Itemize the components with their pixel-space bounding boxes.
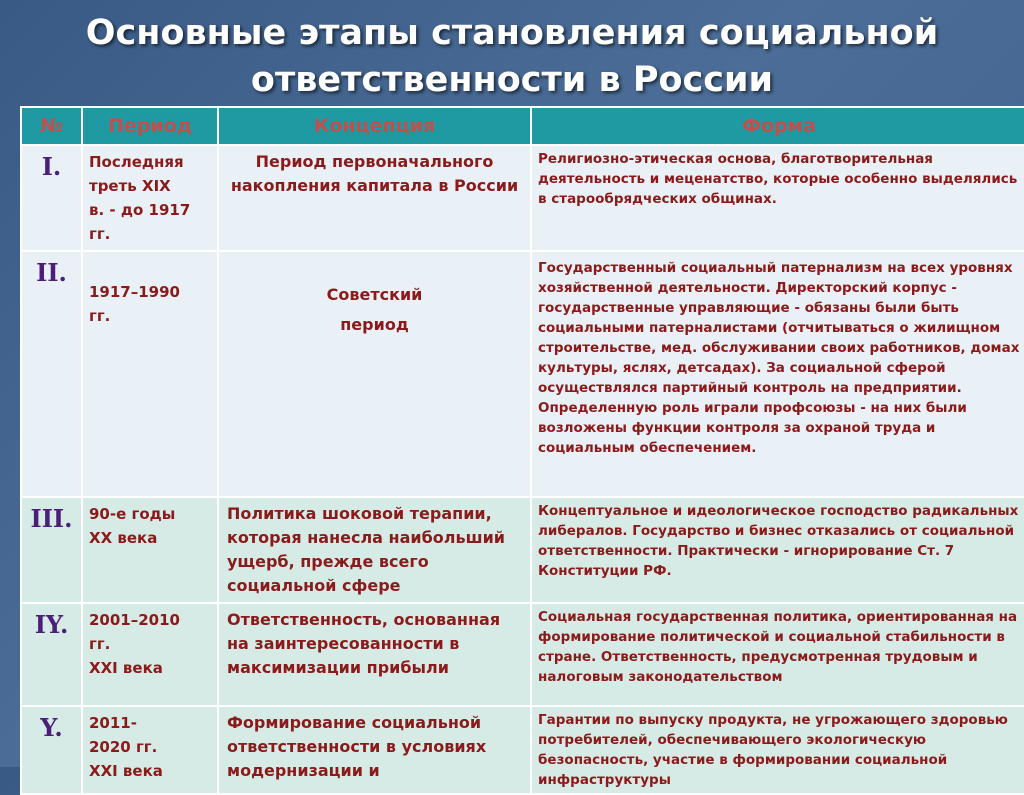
row-number: IY. (21, 603, 82, 706)
slide-title-line-1: Основные этапы становления социальной (85, 13, 939, 53)
concept-line: период (340, 315, 409, 334)
row-period (82, 497, 218, 603)
table-row (21, 603, 1024, 706)
period-line: XXI века (89, 659, 163, 677)
row-concept: Ответственность, основанная на заинтересованности в максимизации прибыли (218, 603, 531, 706)
period-line: в. - до 1917 (89, 201, 191, 219)
row-concept (218, 251, 531, 497)
row-period (82, 145, 218, 251)
period-line: 2020 гг. (89, 738, 158, 756)
period-line: 2011- (89, 714, 137, 732)
table-row (21, 497, 1024, 603)
period-line: XX века (89, 529, 158, 547)
period-line: гг. (89, 307, 111, 325)
period-line: XXI века (89, 762, 163, 780)
row-form: Религиозно-этическая основа, благотворительная деятельность и меценатство, которые особенно выделялись в старообрядческих общинах. (531, 145, 1024, 251)
row-form: Гарантии по выпуску продукта, не угрожающего здоровью потребителей, обеспечивающего экологическую безопасность, участие в формировании социальной инфраструктуры (531, 706, 1024, 794)
table-row (21, 251, 1024, 497)
row-concept: Политика шоковой терапии, которая нанесла наибольший ущерб, прежде всего социальной сфере (218, 497, 531, 603)
row-number: III. (21, 497, 82, 603)
row-concept: Период первоначального накопления капитала в России (218, 145, 531, 251)
period-line: 90-е годы (89, 505, 176, 523)
row-period (82, 706, 218, 794)
table-row (21, 145, 1024, 251)
concept-line: Советский (326, 285, 423, 304)
period-line: 1917–1990 (89, 283, 180, 301)
period-line: гг. (89, 225, 111, 243)
table-row (21, 706, 1024, 794)
slide-title (0, 10, 1024, 104)
header-period: Период (82, 107, 218, 145)
slide-title-line-2: ответственности в России (250, 60, 774, 100)
period-line: 2001–2010 (89, 611, 180, 629)
row-number: I. (21, 145, 82, 251)
period-line: гг. (89, 635, 111, 653)
header-concept: Концепция (218, 107, 531, 145)
row-form: Социальная государственная политика, ориентированная на формирование политической и социальной стабильности в стране. Ответственность, предусмотренная трудовым и налоговым законодательством (531, 603, 1024, 706)
stages-table (20, 106, 1024, 795)
period-line: треть XIX (89, 177, 171, 195)
header-form: Форма (531, 107, 1024, 145)
header-number: № (21, 107, 82, 145)
row-period (82, 251, 218, 497)
row-period (82, 603, 218, 706)
row-number: Y. (21, 706, 82, 794)
table-header-row (21, 107, 1024, 145)
row-concept: Формирование социальной ответственности в условиях модернизации и (218, 706, 531, 794)
row-number: II. (21, 251, 82, 497)
period-line: Последняя (89, 153, 184, 171)
row-form: Концептуальное и идеологическое господство радикальных либералов. Государство и бизнес отказались от социальной ответственности. Практически - игнорирование Ст. 7 Конституции РФ. (531, 497, 1024, 603)
row-form: Государственный социальный патернализм на всех уровнях хозяйственной деятельности. Директорский корпус - государственные управляющие - обязаны были быть социальными патерналистами (отчитываться о жилищном строительстве, мед. обслуживании своих работников, домах культуры, яслях, детсадах). За социальной сферой осуществлялся партийный контроль на предприятии. Определенную роль играли профсоюзы - на них были возложены функции контроля за охраной труда и социальным обеспечением. (531, 251, 1024, 497)
